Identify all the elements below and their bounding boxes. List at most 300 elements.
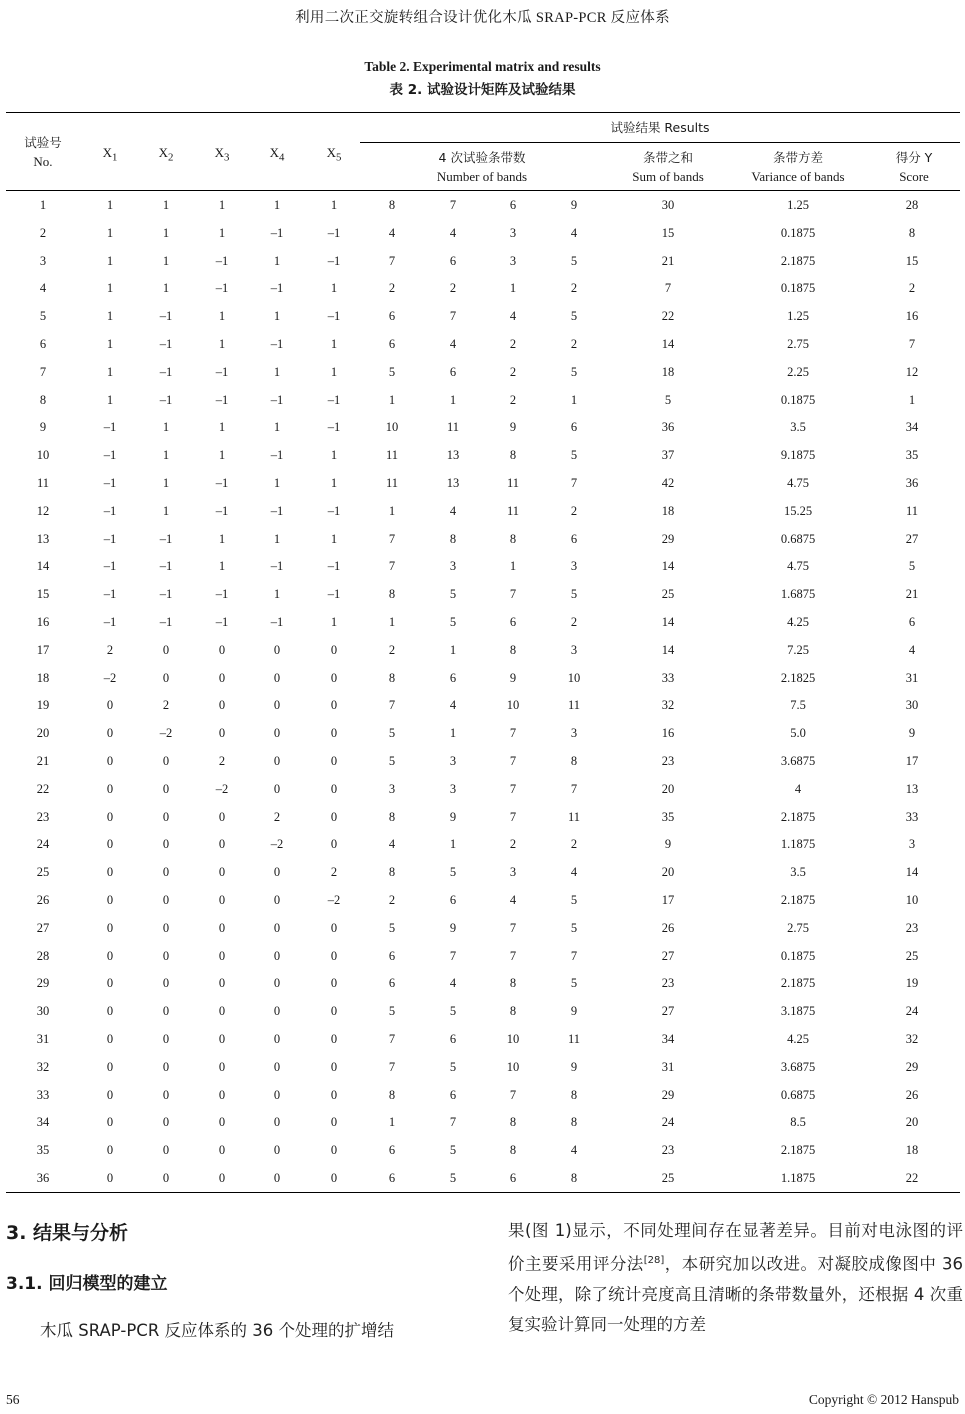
table-row — [0, 442, 965, 470]
table-row — [0, 720, 965, 748]
cell-sum: 32 — [661, 698, 675, 713]
table-caption-en: Table 2. Experimental matrix and results — [364, 59, 601, 74]
cell-trial-no: 14 — [36, 559, 50, 574]
cell-variance: 1.25 — [787, 309, 809, 324]
cell-x4: 0 — [273, 1004, 281, 1019]
cell-x5: 0 — [330, 948, 338, 963]
cell-x1: –1 — [103, 503, 117, 518]
table-header-rule — [6, 190, 960, 191]
cell-x4: 1 — [273, 420, 281, 435]
cell-band-4: 7 — [570, 948, 578, 963]
cell-x3: 1 — [218, 309, 226, 324]
cell-score: 32 — [905, 1031, 919, 1046]
cell-x1: 0 — [106, 781, 114, 796]
paragraph-left: 木瓜 SRAP-PCR 反应体系的 36 个处理的扩增结 — [40, 1321, 395, 1340]
table-row — [0, 248, 965, 276]
cell-band-4: 5 — [570, 253, 578, 268]
table-body — [0, 192, 965, 1193]
cell-variance: 1.25 — [787, 198, 809, 212]
cell-x4: 0 — [273, 1031, 281, 1046]
header-x5-label: X — [326, 145, 336, 160]
cell-x1: 0 — [106, 809, 114, 824]
cell-band-1: 7 — [388, 698, 396, 713]
cell-x1: 0 — [106, 726, 114, 741]
cell-sum: 34 — [661, 1031, 675, 1046]
cell-x5: –1 — [327, 587, 341, 602]
cell-x5: 1 — [330, 475, 338, 490]
cell-band-2: 7 — [449, 948, 457, 963]
cell-x2: 0 — [162, 1031, 170, 1046]
cell-band-1: 7 — [388, 559, 396, 574]
cell-trial-no: 30 — [36, 1004, 50, 1019]
cell-band-4: 3 — [570, 559, 578, 574]
header-x1-label: X — [102, 145, 112, 160]
cell-band-4: 6 — [570, 531, 578, 546]
cell-x5: 0 — [330, 781, 338, 796]
header-sum-en: Sum of bands — [632, 169, 704, 184]
cell-band-3: 2 — [509, 392, 517, 407]
cell-score: 6 — [908, 614, 916, 629]
table-row — [0, 1054, 965, 1082]
cell-band-1: 5 — [388, 726, 396, 741]
cell-x4: 0 — [273, 920, 281, 935]
table-caption-zh: 表 2. 试验设计矩阵及试验结果 — [389, 82, 576, 98]
cell-score: 20 — [905, 1115, 919, 1130]
cell-x2: 1 — [162, 448, 170, 463]
cell-x4: 0 — [273, 1087, 281, 1102]
cell-band-4: 10 — [567, 670, 581, 685]
page-number: 56 — [6, 1392, 20, 1407]
cell-variance: 3.5 — [790, 420, 806, 435]
cell-x5: 0 — [330, 698, 338, 713]
table-row — [0, 526, 965, 554]
cell-variance: 1.1875 — [780, 837, 816, 852]
cell-x2: 0 — [162, 1170, 170, 1185]
cell-band-4: 9 — [570, 1004, 578, 1019]
cell-x1: 0 — [106, 837, 114, 852]
cell-x3: 0 — [218, 670, 226, 685]
header-x1 — [90, 143, 130, 168]
cell-x2: 1 — [162, 475, 170, 490]
cell-band-2: 5 — [449, 1059, 457, 1074]
cell-trial-no: 13 — [36, 531, 50, 546]
cell-x3: –1 — [215, 587, 229, 602]
cell-band-1: 8 — [388, 1087, 396, 1102]
cell-band-3: 9 — [509, 670, 517, 685]
cell-variance: 4.25 — [787, 614, 809, 629]
table-row — [0, 1082, 965, 1110]
cell-score: 23 — [905, 920, 919, 935]
cell-x3: 0 — [218, 1031, 226, 1046]
cell-band-3: 7 — [509, 587, 517, 602]
cell-x3: 0 — [218, 726, 226, 741]
cell-band-2: 4 — [449, 225, 457, 240]
cell-trial-no: 15 — [36, 587, 50, 602]
cell-x4: 0 — [273, 1170, 281, 1185]
cell-x3: 1 — [218, 559, 226, 574]
cell-band-4: 2 — [570, 503, 578, 518]
cell-x5: 0 — [330, 1059, 338, 1074]
cell-trial-no: 31 — [36, 1031, 50, 1046]
cell-sum: 23 — [661, 1143, 675, 1158]
cell-x5: 0 — [330, 753, 338, 768]
cell-sum: 25 — [661, 1170, 675, 1185]
cell-band-2: 8 — [449, 531, 457, 546]
cell-band-4: 4 — [570, 225, 578, 240]
cell-band-4: 2 — [570, 614, 578, 629]
cell-band-2: 2 — [449, 281, 457, 296]
cell-band-3: 8 — [509, 531, 517, 546]
cell-band-2: 1 — [449, 837, 457, 852]
cell-score: 3 — [908, 837, 916, 852]
table-row — [0, 359, 965, 387]
cell-band-1: 6 — [388, 1143, 396, 1158]
cell-band-4: 5 — [570, 587, 578, 602]
cell-x3: –1 — [215, 503, 229, 518]
cell-sum: 5 — [664, 392, 672, 407]
cell-band-3: 7 — [509, 1087, 517, 1102]
header-x2-sub: 2 — [167, 151, 174, 164]
cell-band-3: 4 — [509, 892, 517, 907]
cell-x1: –1 — [103, 559, 117, 574]
cell-band-3: 8 — [509, 1143, 517, 1158]
cell-trial-no: 36 — [36, 1170, 50, 1185]
cell-variance: 2.25 — [787, 364, 809, 379]
cell-x5: –1 — [327, 225, 341, 240]
cell-x5: –1 — [327, 503, 341, 518]
header-x3-sub: 3 — [223, 151, 230, 164]
cell-x2: 0 — [162, 753, 170, 768]
cell-band-2: 6 — [449, 670, 457, 685]
cell-band-2: 3 — [449, 559, 457, 574]
cell-sum: 14 — [661, 336, 675, 351]
cell-x1: –1 — [103, 420, 117, 435]
cell-variance: 4.75 — [787, 475, 809, 490]
cell-score: 1 — [908, 392, 916, 407]
cell-band-4: 8 — [570, 753, 578, 768]
table-row — [0, 859, 965, 887]
cell-score: 11 — [905, 503, 919, 518]
header-sum-zh: 条带之和 — [642, 150, 693, 165]
cell-band-1: 11 — [385, 448, 399, 463]
cell-variance: 7.5 — [790, 698, 806, 713]
cell-sum: 17 — [661, 892, 675, 907]
cell-x2: 0 — [162, 1059, 170, 1074]
cell-sum: 31 — [661, 1059, 675, 1074]
cell-band-1: 2 — [388, 892, 396, 907]
cell-band-4: 5 — [570, 448, 578, 463]
cell-variance: 2.1875 — [780, 1143, 816, 1158]
cell-x2: 0 — [162, 1004, 170, 1019]
cell-trial-no: 7 — [39, 364, 47, 379]
cell-x2: 0 — [162, 837, 170, 852]
header-sum — [606, 148, 730, 186]
cell-x2: –2 — [159, 726, 173, 741]
header-x2-label: X — [158, 145, 168, 160]
cell-x2: 1 — [162, 503, 170, 518]
cell-x3: 1 — [218, 198, 226, 212]
cell-trial-no: 23 — [36, 809, 50, 824]
header-x4-label: X — [269, 145, 279, 160]
cell-x5: 1 — [330, 448, 338, 463]
cell-band-3: 11 — [506, 475, 520, 490]
cell-x2: –1 — [159, 559, 173, 574]
cell-x2: –1 — [159, 309, 173, 324]
cell-x5: –1 — [327, 420, 341, 435]
cell-x4: 1 — [273, 587, 281, 602]
cell-band-4: 11 — [567, 809, 581, 824]
cell-band-2: 5 — [449, 587, 457, 602]
cell-band-3: 7 — [509, 726, 517, 741]
cell-band-2: 7 — [449, 198, 457, 212]
cell-score: 36 — [905, 475, 919, 490]
cell-trial-no: 28 — [36, 948, 50, 963]
table-row — [0, 637, 965, 665]
cell-variance: 2.1825 — [780, 670, 816, 685]
cell-x4: 0 — [273, 948, 281, 963]
cell-band-3: 7 — [509, 948, 517, 963]
cell-variance: 9.1875 — [780, 448, 816, 463]
cell-x4: 1 — [273, 364, 281, 379]
cell-score: 9 — [908, 726, 916, 741]
table-row — [0, 970, 965, 998]
cell-band-1: 8 — [388, 809, 396, 824]
cell-band-1: 7 — [388, 531, 396, 546]
table-row — [0, 1137, 965, 1165]
header-x3 — [202, 143, 242, 168]
table-row — [0, 303, 965, 331]
table-row — [0, 943, 965, 971]
cell-x4: –1 — [270, 281, 284, 296]
cell-band-2: 9 — [449, 809, 457, 824]
cell-band-1: 4 — [388, 225, 396, 240]
cell-variance: 0.1875 — [780, 948, 816, 963]
cell-sum: 15 — [661, 225, 675, 240]
cell-x1: 0 — [106, 892, 114, 907]
cell-x3: 2 — [218, 753, 226, 768]
cell-x4: –1 — [270, 225, 284, 240]
cell-band-4: 4 — [570, 1143, 578, 1158]
cell-band-4: 1 — [570, 392, 578, 407]
table-results-rule — [360, 142, 960, 143]
table-row — [0, 275, 965, 303]
cell-score: 10 — [905, 892, 919, 907]
cell-variance: 8.5 — [790, 1115, 806, 1130]
table-row — [0, 776, 965, 804]
cell-x4: 0 — [273, 865, 281, 880]
cell-x5: 2 — [330, 865, 338, 880]
cell-trial-no: 12 — [36, 503, 50, 518]
cell-score: 17 — [905, 753, 919, 768]
cell-x5: –1 — [327, 559, 341, 574]
cell-trial-no: 24 — [36, 837, 50, 852]
header-bands-zh: 4 次试验条带数 — [438, 150, 526, 165]
cell-band-4: 3 — [570, 642, 578, 657]
cell-x2: 0 — [162, 892, 170, 907]
cell-band-3: 11 — [506, 503, 520, 518]
cell-x3: –1 — [215, 281, 229, 296]
cell-x1: 2 — [106, 642, 114, 657]
table-row — [0, 1026, 965, 1054]
table-row — [0, 470, 965, 498]
cell-score: 28 — [905, 198, 919, 212]
cell-x2: 0 — [162, 1087, 170, 1102]
cell-trial-no: 26 — [36, 892, 50, 907]
cell-x4: 0 — [273, 892, 281, 907]
running-header: 利用二次正交旋转组合设计优化木瓜 SRAP-PCR 反应体系 — [295, 10, 670, 26]
cell-x2: 1 — [162, 420, 170, 435]
cell-band-4: 8 — [570, 1170, 578, 1185]
cell-band-1: 1 — [388, 392, 396, 407]
cell-x5: 0 — [330, 1143, 338, 1158]
cell-trial-no: 11 — [36, 475, 50, 490]
cell-score: 19 — [905, 976, 919, 991]
header-trial-no-zh: 试验号 — [24, 135, 62, 150]
cell-sum: 14 — [661, 559, 675, 574]
cell-score: 34 — [905, 420, 919, 435]
cell-sum: 9 — [664, 837, 672, 852]
cell-variance: 5.0 — [790, 726, 806, 741]
header-trial-no-en: No. — [33, 154, 53, 169]
cell-trial-no: 9 — [39, 420, 47, 435]
paragraph-right-part2: ，本研究加以改进。对凝胶成像图中 36 个处理，除了统计亮度高且清晰的条带数量外，还根据 4 次重复实验计算同一处理的方差 — [508, 1254, 963, 1334]
cell-x1: 1 — [106, 253, 114, 268]
cell-band-2: 7 — [449, 309, 457, 324]
cell-variance: 0.6875 — [780, 1087, 816, 1102]
table-row — [0, 692, 965, 720]
header-bands-en: Number of bands — [436, 169, 528, 184]
cell-x5: 0 — [330, 1115, 338, 1130]
cell-variance: 0.1875 — [780, 281, 816, 296]
cell-variance: 2.1875 — [780, 809, 816, 824]
table-row — [0, 831, 965, 859]
cell-score: 24 — [905, 1004, 919, 1019]
cell-score: 15 — [905, 253, 919, 268]
cell-variance: 4 — [794, 781, 802, 796]
header-x5 — [314, 143, 354, 168]
cell-x5: 0 — [330, 1087, 338, 1102]
cell-variance: 4.25 — [787, 1031, 809, 1046]
cell-variance: 1.1875 — [780, 1170, 816, 1185]
cell-band-3: 1 — [509, 281, 517, 296]
cell-band-3: 2 — [509, 364, 517, 379]
cell-band-1: 4 — [388, 837, 396, 852]
cell-band-4: 11 — [567, 698, 581, 713]
cell-x3: 0 — [218, 837, 226, 852]
cell-band-2: 13 — [446, 448, 460, 463]
cell-sum: 14 — [661, 614, 675, 629]
cell-band-4: 8 — [570, 1087, 578, 1102]
cell-band-3: 10 — [506, 1031, 520, 1046]
cell-x5: –1 — [327, 309, 341, 324]
cell-x1: –1 — [103, 475, 117, 490]
cell-x3: 0 — [218, 698, 226, 713]
cell-x4: 0 — [273, 1115, 281, 1130]
cell-trial-no: 4 — [39, 281, 47, 296]
cell-band-1: 10 — [385, 420, 399, 435]
cell-x4: –1 — [270, 448, 284, 463]
cell-x1: 1 — [106, 364, 114, 379]
cell-band-3: 6 — [509, 1170, 517, 1185]
cell-sum: 29 — [661, 1087, 675, 1102]
header-score — [868, 148, 960, 186]
table-row — [0, 192, 965, 220]
table-row — [0, 387, 965, 415]
cell-sum: 25 — [661, 587, 675, 602]
cell-x3: 0 — [218, 948, 226, 963]
cell-x3: 0 — [218, 1059, 226, 1074]
section-heading-3: 3. 结果与分析 — [6, 1222, 129, 1244]
cell-x5: 0 — [330, 1004, 338, 1019]
cell-x1: 0 — [106, 698, 114, 713]
cell-x1: 0 — [106, 948, 114, 963]
table-row — [0, 1109, 965, 1137]
table-row — [0, 915, 965, 943]
cell-sum: 7 — [664, 281, 672, 296]
cell-x1: 0 — [106, 1170, 114, 1185]
table-row — [0, 581, 965, 609]
cell-score: 7 — [908, 336, 916, 351]
cell-band-3: 7 — [509, 781, 517, 796]
cell-x4: 0 — [273, 726, 281, 741]
cell-band-2: 1 — [449, 392, 457, 407]
cell-band-2: 6 — [449, 364, 457, 379]
cell-x4: 0 — [273, 670, 281, 685]
cell-x5: 0 — [330, 726, 338, 741]
cell-score: 2 — [908, 281, 916, 296]
cell-x2: 0 — [162, 948, 170, 963]
cell-band-3: 8 — [509, 1004, 517, 1019]
cell-x1: 1 — [106, 198, 114, 212]
cell-x3: 0 — [218, 642, 226, 657]
cell-sum: 20 — [661, 865, 675, 880]
cell-band-2: 6 — [449, 253, 457, 268]
cell-x1: 1 — [106, 225, 114, 240]
cell-x2: 0 — [162, 670, 170, 685]
cell-x3: –1 — [215, 392, 229, 407]
cell-band-2: 4 — [449, 503, 457, 518]
cell-band-2: 1 — [449, 642, 457, 657]
cell-x3: 1 — [218, 420, 226, 435]
cell-trial-no: 20 — [36, 726, 50, 741]
cell-trial-no: 17 — [36, 642, 50, 657]
header-variance-zh: 条带方差 — [772, 150, 823, 165]
cell-score: 35 — [905, 448, 919, 463]
cell-band-3: 2 — [509, 336, 517, 351]
cell-band-4: 6 — [570, 420, 578, 435]
cell-trial-no: 1 — [39, 198, 47, 212]
cell-band-3: 9 — [509, 420, 517, 435]
cell-x3: 1 — [218, 531, 226, 546]
cell-trial-no: 35 — [36, 1143, 50, 1158]
cell-sum: 27 — [661, 1004, 675, 1019]
table-row — [0, 998, 965, 1026]
cell-band-4: 9 — [570, 198, 578, 212]
cell-trial-no: 6 — [39, 336, 47, 351]
cell-sum: 36 — [661, 420, 675, 435]
cell-variance: 3.6875 — [780, 753, 816, 768]
cell-x4: 0 — [273, 976, 281, 991]
cell-band-1: 7 — [388, 1059, 396, 1074]
cell-x1: 0 — [106, 1087, 114, 1102]
cell-x5: 0 — [330, 920, 338, 935]
cell-x3: 0 — [218, 865, 226, 880]
cell-x3: 0 — [218, 1143, 226, 1158]
cell-x2: –1 — [159, 392, 173, 407]
citation-ref: [28] — [643, 1255, 665, 1266]
cell-score: 31 — [905, 670, 919, 685]
cell-score: 21 — [905, 587, 919, 602]
